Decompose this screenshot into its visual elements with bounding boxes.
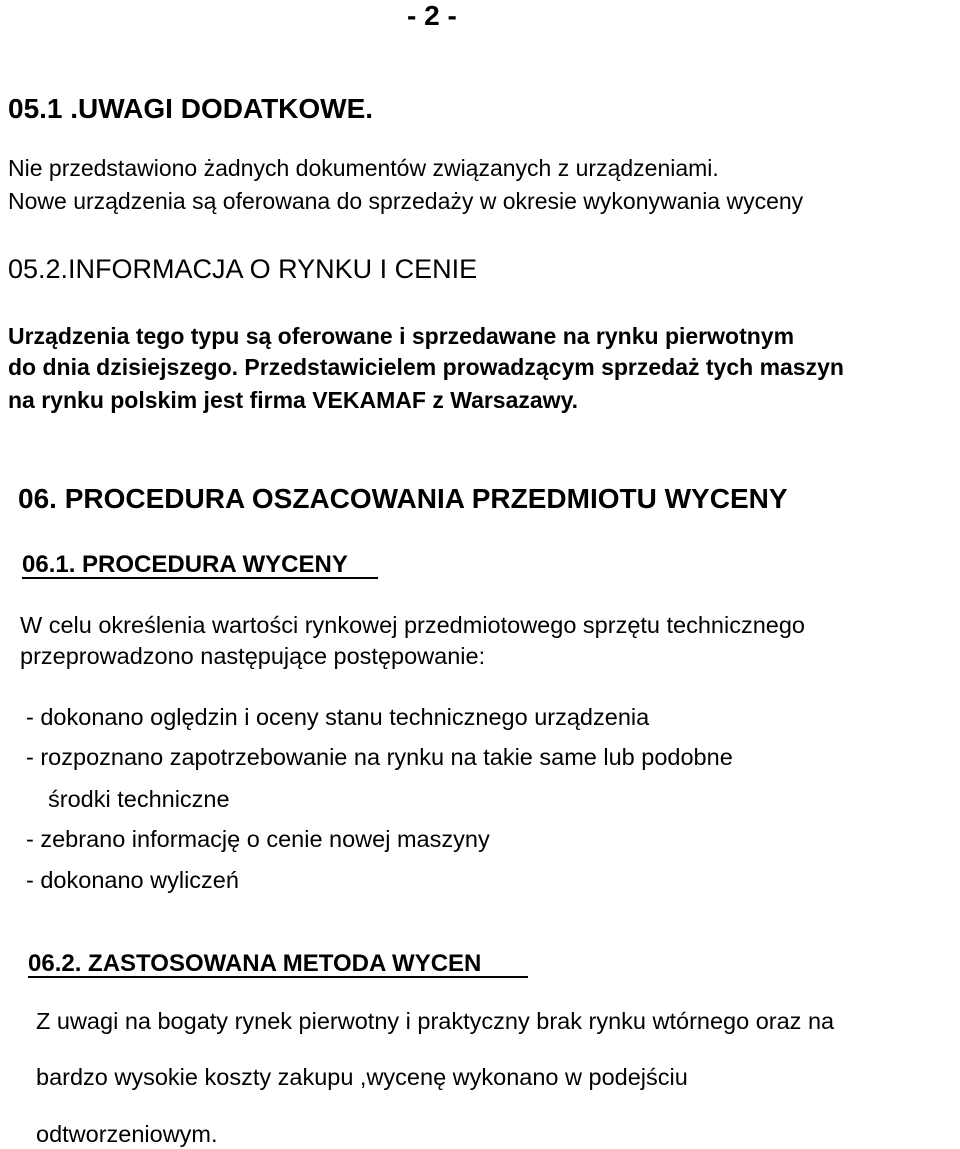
list-item: - dokonano wyliczeń [26,867,239,893]
paragraph-line: Z uwagi na bogaty rynek pierwotny i praktyczny brak rynku wtórnego oraz na [36,1008,835,1034]
list-item-continuation: środki techniczne [48,786,230,812]
list-item: - rozpoznano zapotrzebowanie na rynku na takie same lub podobne [26,744,733,770]
heading-06: 06. PROCEDURA OSZACOWANIA PRZEDMIOTU WYCENY [18,483,788,514]
list-item: - zebrano informację o cenie nowej maszyny [26,826,490,852]
heading-06-1: 06.1. PROCEDURA WYCENY [22,551,348,578]
paragraph-line: Urządzenia tego typu są oferowane i sprzedawane na rynku pierwotnym [8,323,795,349]
paragraph-line: na rynku polskim jest firma VEKAMAF z Warsazawy. [8,387,579,413]
paragraph-line: przeprowadzono następujące postępowanie: [20,643,486,669]
heading-06-2: 06.2. ZASTOSOWANA METODA WYCEN [28,950,482,977]
paragraph-line: Nowe urządzenia są oferowana do sprzedaży w okresie wykonywania wyceny [8,188,804,214]
paragraph-line: do dnia dzisiejszego. Przedstawicielem prowadzącym sprzedaż tych maszyn [8,354,844,380]
paragraph-line: Nie przedstawiono żadnych dokumentów związanych z urządzeniami. [8,155,719,181]
heading-05-1: 05.1 .UWAGI DODATKOWE. [8,93,374,124]
paragraph-line: W celu określenia wartości rynkowej przedmiotowego sprzętu technicznego [20,612,806,638]
heading-05-2: 05.2.INFORMACJA O RYNKU I CENIE [8,254,478,284]
paragraph-line: odtworzeniowym. [36,1121,218,1147]
list-item: - dokonano oględzin i oceny stanu technicznego urządzenia [26,704,650,730]
paragraph-line: bardzo wysokie koszty zakupu ,wycenę wykonano w podejściu [36,1064,688,1090]
page-number: - 2 - [407,0,457,31]
